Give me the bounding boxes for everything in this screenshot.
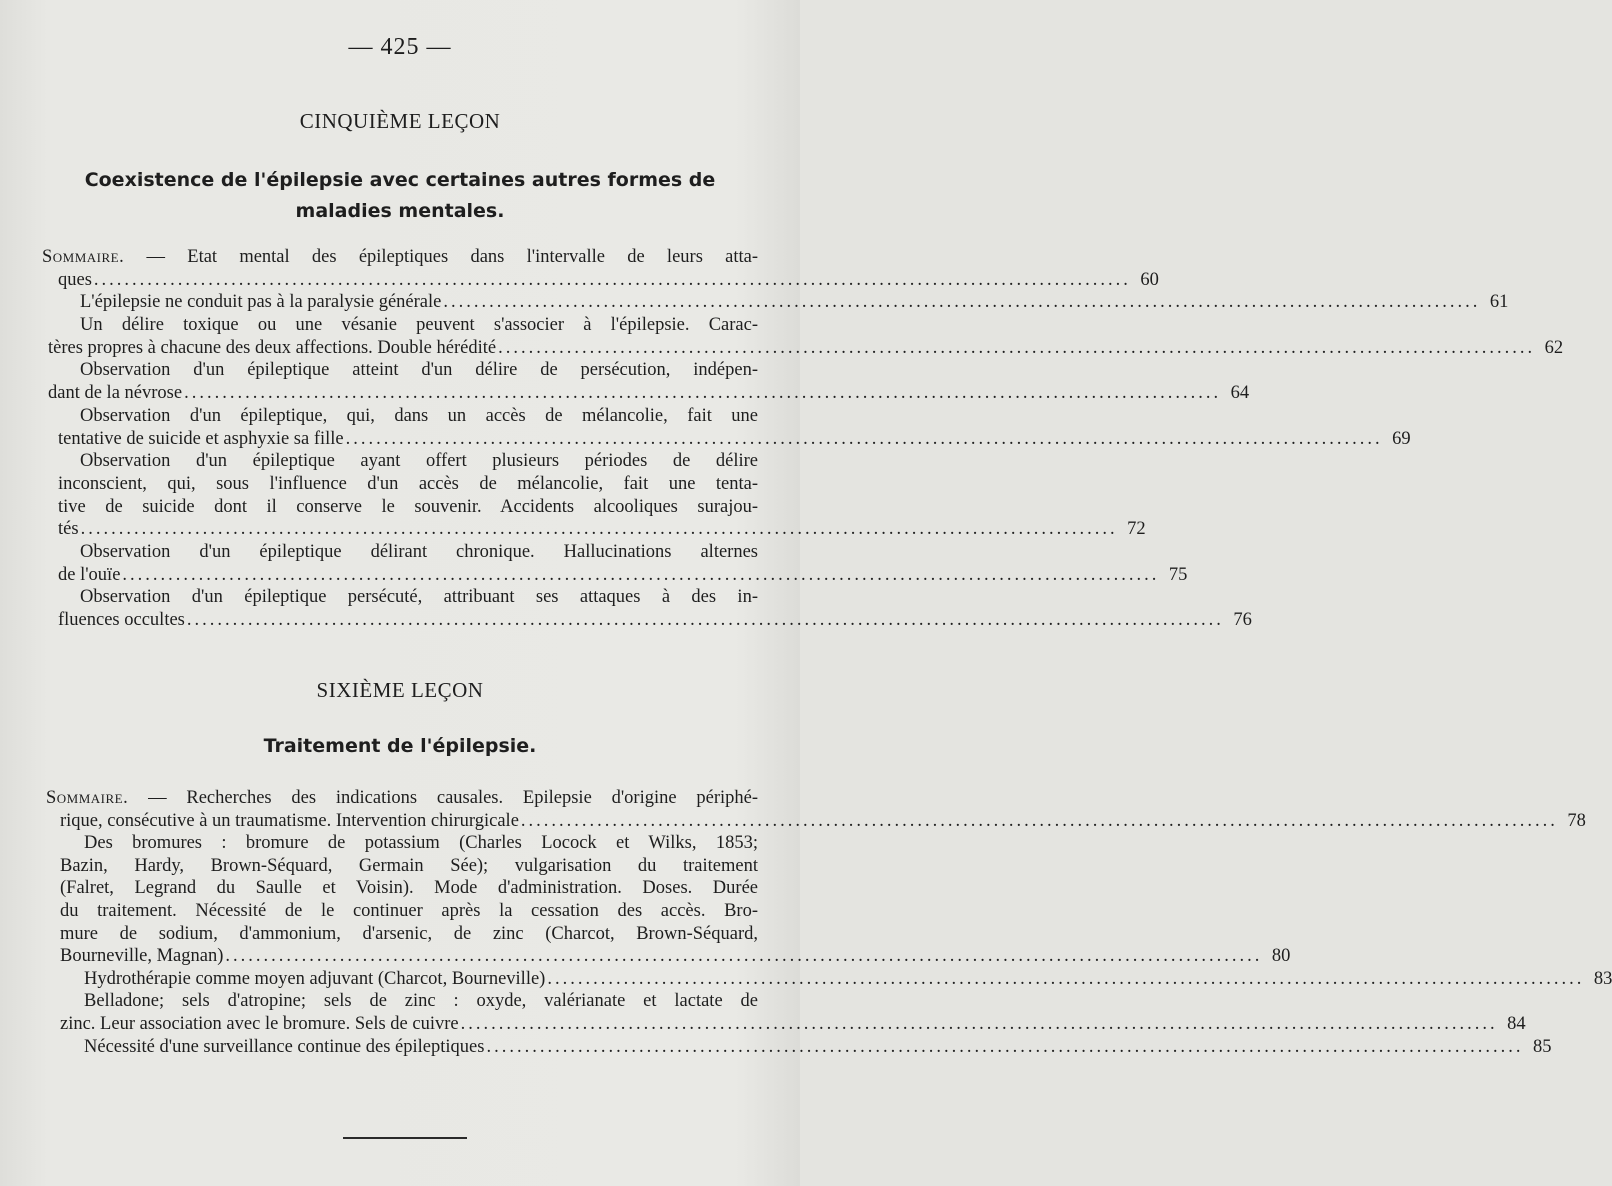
page-ref: 62 xyxy=(1544,337,1564,358)
lesson-6-title: Traitement de l'épilepsie. xyxy=(263,735,537,757)
page-ref: 64 xyxy=(1230,383,1250,404)
page-ref: 84 xyxy=(1507,1013,1526,1034)
summary-line: Des bromures : bromure de potassium (Charles Locock et Wilks, 1853; xyxy=(84,833,758,854)
summary-line: Sommaire. — Recherches des indications causales. Epilepsie d'origine périphé- xyxy=(46,788,758,808)
summary-line: (Falret, Legrand du Saulle et Voisin). Mode d'administration. Doses. Durée xyxy=(60,878,758,899)
leader-dots: ........................................................................................................................................ xyxy=(345,428,1383,449)
toc-entry: L'épilepsie ne conduit pas à la paralysie générale ........................................................................................................................................ 61 xyxy=(80,292,1509,313)
lesson-6-summary xyxy=(46,787,1612,1058)
summary-line: Sommaire. — Etat mental des épileptiques dans l'intervalle de leurs atta- xyxy=(42,247,759,267)
leader-dots: ........................................................................................................................................ xyxy=(80,519,1118,540)
end-rule xyxy=(343,1137,467,1139)
lesson-5-summary xyxy=(42,246,1564,632)
page-ref: 60 xyxy=(1140,269,1159,290)
leader-dots: ........................................................................................................................................ xyxy=(520,810,1558,831)
toc-entry: rique, consécutive à un traumatisme. Intervention chirurgicale ........................................................................................................................................ 78 xyxy=(60,810,1586,831)
summary-line: Bazin, Hardy, Brown-Séquard, Germain Sée); vulgarisation du traitement xyxy=(60,855,758,876)
sommaire-label: Sommaire. xyxy=(42,247,125,267)
summary-line: Observation d'un épileptique ayant offert plusieurs périodes de délire xyxy=(80,451,758,472)
lesson-5-title xyxy=(0,165,800,227)
summary-line: Belladone; sels d'atropine; sels de zinc : oxyde, valérianate et lactate de xyxy=(84,991,758,1012)
toc-entry: ques ........................................................................................................................................ 60 xyxy=(58,269,1159,290)
leader-dots: ........................................................................................................................................ xyxy=(93,269,1131,290)
page-ref: 61 xyxy=(1489,292,1509,313)
page-ref: 72 xyxy=(1127,519,1146,540)
toc-entry: zinc. Leur association avec le bromure. Sels de cuivre ........................................................................................................................................ 84 xyxy=(60,1013,1526,1034)
page-ref: 78 xyxy=(1567,810,1586,831)
toc-entry: dant de la névrose ........................................................................................................................................ 64 xyxy=(48,383,1250,404)
leader-dots: ........................................................................................................................................ xyxy=(186,610,1224,630)
toc-entry: fluences occultes ........................................................................................................................................ 76 xyxy=(58,610,1252,630)
page-ref: 85 xyxy=(1532,1036,1552,1057)
lesson-5-title-line-1: Coexistence de l'épilepsie avec certaines autres formes de xyxy=(84,169,716,191)
toc-entry: de l'ouïe ........................................................................................................................................ 75 xyxy=(58,564,1188,585)
summary-line: Observation d'un épileptique, qui, dans un accès de mélancolie, fait une xyxy=(80,405,758,426)
page-ref: 75 xyxy=(1168,564,1188,585)
toc-entry: Hydrothérapie comme moyen adjuvant (Charcot, Bourneville) ........................................................................................................................................ 83 xyxy=(84,968,1612,989)
summary-line: Un délire toxique ou une vésanie peuvent s'associer à l'épilepsie. Carac- xyxy=(80,315,758,336)
summary-line: inconscient, qui, sous l'influence d'un accès de mélancolie, fait une tenta- xyxy=(58,473,758,494)
page-ref: 83 xyxy=(1593,968,1612,989)
toc-entry: Bourneville, Magnan) ........................................................................................................................................ 80 xyxy=(60,946,1291,967)
toc-entry: tés ........................................................................................................................................ 72 xyxy=(58,519,1146,540)
lesson-6-heading: SIXIÈME LEÇON xyxy=(316,678,484,702)
leader-dots: ........................................................................................................................................ xyxy=(184,383,1222,404)
leader-dots: ........................................................................................................................................ xyxy=(547,968,1585,989)
page-number: — 425 — xyxy=(348,34,452,60)
summary-line: tive de suicide dont il conserve le souvenir. Accidents alcooliques surajou- xyxy=(58,496,758,517)
leader-dots: ........................................................................................................................................ xyxy=(443,292,1481,313)
page-ref: 80 xyxy=(1271,946,1291,967)
lesson-5-title-line-2: maladies mentales. xyxy=(295,200,505,222)
lesson-5-heading: CINQUIÈME LEÇON xyxy=(299,109,501,133)
leader-dots: ........................................................................................................................................ xyxy=(225,946,1263,967)
sommaire-label: Sommaire. xyxy=(46,788,129,808)
summary-line: Observation d'un épileptique persécuté, attribuant ses attaques à des in- xyxy=(80,587,758,608)
page-ref: 76 xyxy=(1233,610,1252,630)
leader-dots: ........................................................................................................................................ xyxy=(122,564,1160,585)
summary-line: Observation d'un épileptique délirant chronique. Hallucinations alternes xyxy=(80,541,758,562)
summary-line: mure de sodium, d'ammonium, d'arsenic, de zinc (Charcot, Brown-Séquard, xyxy=(60,923,758,944)
summary-line: Observation d'un épileptique atteint d'un délire de persécution, indépen- xyxy=(80,360,758,381)
page-ref: 69 xyxy=(1392,428,1411,449)
toc-entry: tentative de suicide et asphyxie sa fille ........................................................................................................................................ 69 xyxy=(58,428,1411,449)
leader-dots: ........................................................................................................................................ xyxy=(486,1036,1524,1057)
leader-dots: ........................................................................................................................................ xyxy=(498,337,1536,358)
leader-dots: ........................................................................................................................................ xyxy=(460,1013,1498,1034)
toc-entry: Nécessité d'une surveillance continue des épileptiques ........................................................................................................................................ 85 xyxy=(84,1036,1552,1057)
summary-line: du traitement. Nécessité de le continuer après la cessation des accès. Bro- xyxy=(60,900,758,921)
toc-entry: tères propres à chacune des deux affections. Double hérédité ........................................................................................................................................ 62 xyxy=(48,337,1564,358)
